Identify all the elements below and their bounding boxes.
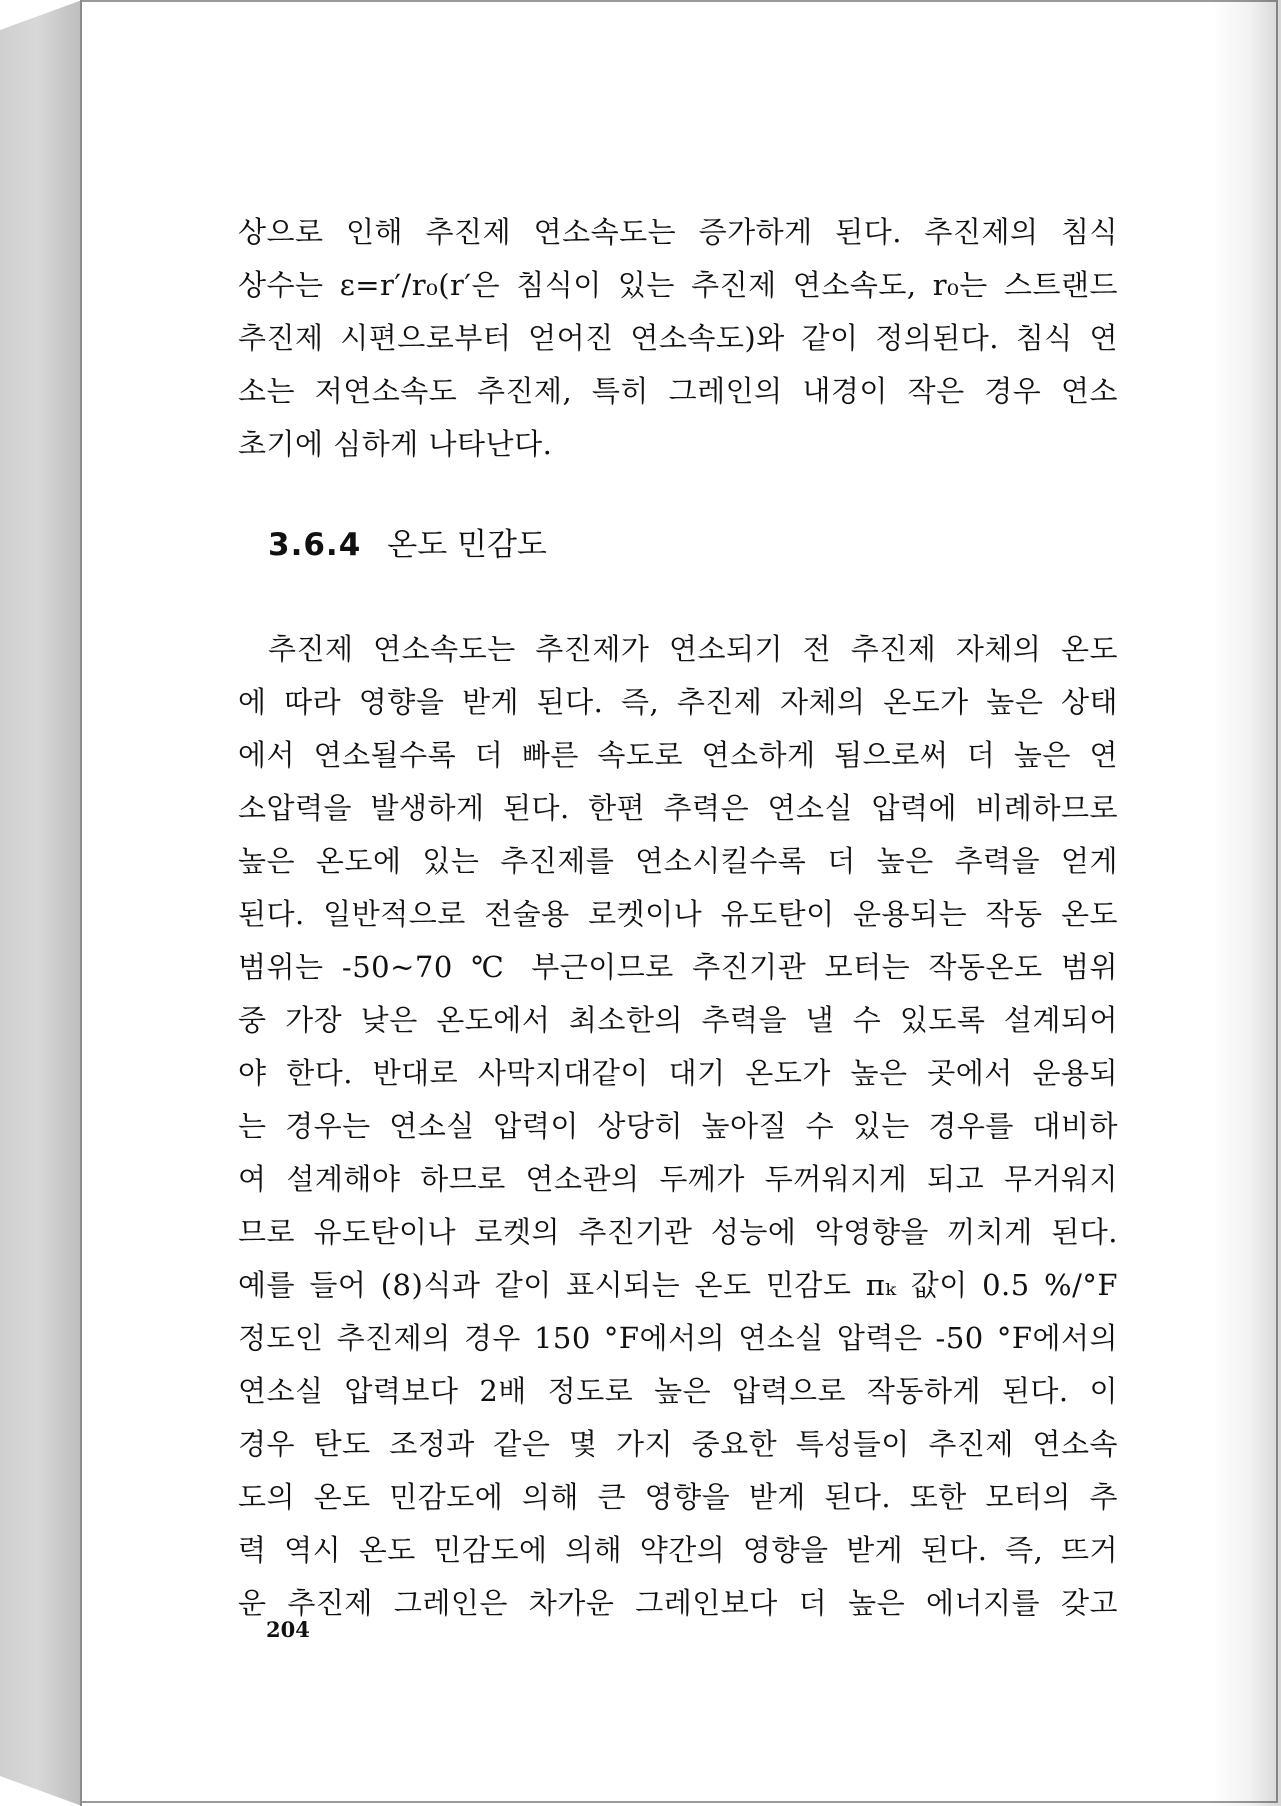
paragraph-erosive-burning <box>238 206 1118 471</box>
spine-bottom-bevel <box>0 1776 82 1806</box>
book-spine <box>0 0 82 1806</box>
text-line: 에 따라 영향을 받게 된다. 즉, 추진제 자체의 온도가 높은 상태 <box>238 685 1118 719</box>
section-number: 3.6.4 <box>268 527 362 563</box>
text-line: 상수는 ε=r′/r₀(r′은 침식이 있는 추진제 연소속도, r₀는 스트랜드 <box>238 268 1118 302</box>
text-line: 초기에 심하게 나타난다. <box>238 427 553 461</box>
text-line: 경우 탄도 조정과 같은 몇 가지 중요한 특성들이 추진제 연소속 <box>238 1427 1118 1461</box>
section-heading <box>268 523 1118 567</box>
text-line: 에서 연소될수록 더 빠른 속도로 연소하게 됨으로써 더 높은 연 <box>238 738 1118 772</box>
page-number: 204 <box>266 1617 310 1642</box>
page-content <box>238 206 1118 1630</box>
text-line: 범위는 -50~70 ℃ 부근이므로 추진기관 모터는 작동온도 범위 <box>238 950 1118 984</box>
text-line: 된다. 일반적으로 전술용 로켓이나 유도탄이 운용되는 작동 온도 <box>238 897 1118 931</box>
text-line: 운 추진제 그레인은 차가운 그레인보다 더 높은 에너지를 갖고 <box>238 1586 1118 1620</box>
text-line: 소는 저연소속도 추진제, 특히 그레인의 내경이 작은 경우 연소 <box>238 374 1118 408</box>
text-line: 는 경우는 연소실 압력이 상당히 높아질 수 있는 경우를 대비하 <box>238 1109 1118 1143</box>
page-right-shadow <box>1211 0 1281 1806</box>
text-line: 연소실 압력보다 2배 정도로 높은 압력으로 작동하게 된다. 이 <box>238 1374 1118 1408</box>
text-line: 중 가장 낮은 온도에서 최소한의 추력을 낼 수 있도록 설계되어 <box>238 1003 1118 1037</box>
paragraph-temperature-sensitivity <box>238 623 1118 1630</box>
text-line: 므로 유도탄이나 로켓의 추진기관 성능에 악영향을 끼치게 된다. <box>238 1215 1118 1249</box>
spine-top-bevel <box>0 0 82 30</box>
text-line: 야 한다. 반대로 사막지대같이 대기 온도가 높은 곳에서 운용되 <box>238 1056 1118 1090</box>
text-line: 력 역시 온도 민감도에 의해 약간의 영향을 받게 된다. 즉, 뜨거 <box>238 1533 1118 1567</box>
text-line: 정도인 추진제의 경우 150 °F에서의 연소실 압력은 -50 °F에서의 <box>238 1321 1118 1355</box>
text-line: 소압력을 발생하게 된다. 한편 추력은 연소실 압력에 비례하므로 <box>238 791 1118 825</box>
text-line: 추진제 시편으로부터 얻어진 연소속도)와 같이 정의된다. 침식 연 <box>238 321 1118 355</box>
text-line: 높은 온도에 있는 추진제를 연소시킬수록 더 높은 추력을 얻게 <box>238 844 1118 878</box>
text-line: 도의 온도 민감도에 의해 큰 영향을 받게 된다. 또한 모터의 추 <box>238 1480 1118 1514</box>
text-line: 상으로 인해 추진제 연소속도는 증가하게 된다. 추진제의 침식 <box>238 215 1118 249</box>
text-line: 추진제 연소속도는 추진제가 연소되기 전 추진제 자체의 온도 <box>268 632 1118 666</box>
text-line: 여 설계해야 하므로 연소관의 두께가 두꺼워지게 되고 무거워지 <box>238 1162 1118 1196</box>
text-line: 예를 들어 (8)식과 같이 표시되는 온도 민감도 πₖ 값이 0.5 %/°F <box>238 1268 1118 1302</box>
section-title: 온도 민감도 <box>387 527 547 563</box>
